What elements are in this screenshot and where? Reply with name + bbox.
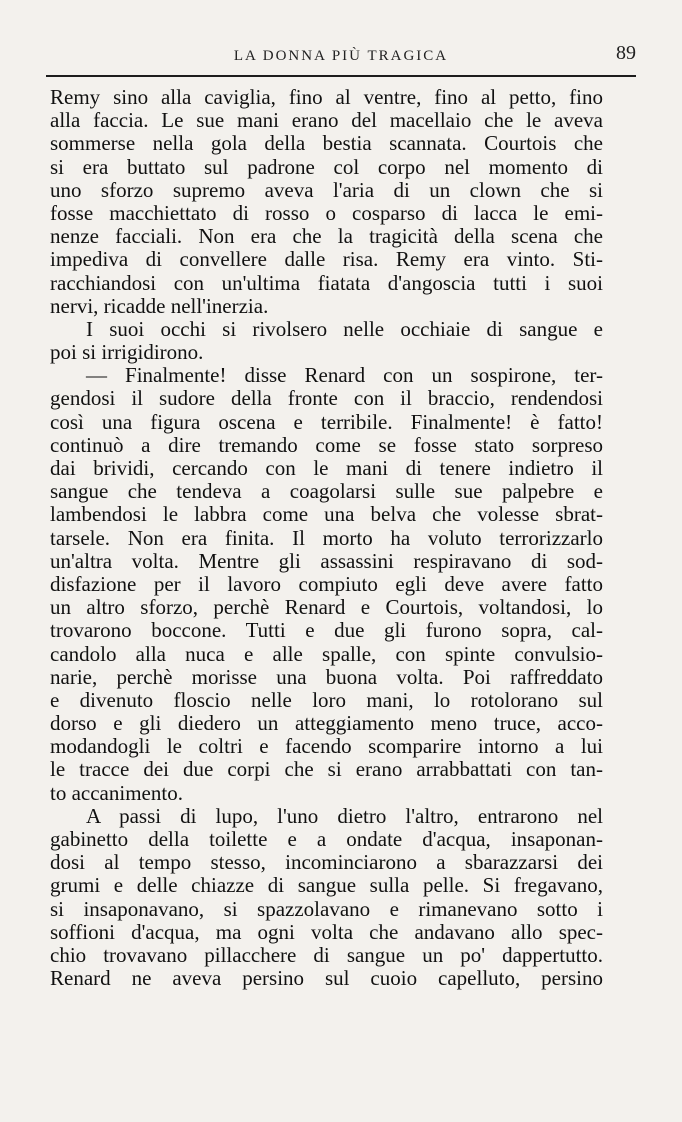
text-line: chio trovavano pillacchere di sangue un po' dappertutto.	[50, 942, 603, 967]
text-line: poi si irrigidirono.	[50, 340, 204, 365]
text-line: e divenuto floscio nelle loro mani, lo rotolorano sul	[50, 687, 603, 712]
page-number: 89	[616, 42, 636, 64]
text-line: un'altra volta. Mentre gli assassini respiravano di sod-	[50, 548, 603, 573]
body-text	[50, 86, 603, 990]
text-line: tarsele. Non era finita. Il morto ha voluto terrorizzarlo	[50, 525, 603, 550]
text-line: così una figura oscena e terribile. Finalmente! è fatto!	[50, 409, 603, 434]
header-rule	[46, 75, 636, 77]
text-line: gabinetto della toilette e a ondate d'acqua, insaponan-	[50, 827, 603, 851]
running-title: LA DONNA PIÙ TRAGICA	[233, 48, 449, 64]
text-line: lambendosi le labbra come una belva che volesse sbrat-	[50, 502, 603, 527]
text-line: modandogli le coltri e facendo scomparire intorno a lui	[50, 734, 603, 759]
text-line: Remy sino alla caviglia, fino al ventre, fino al petto, fino	[50, 85, 603, 109]
running-header	[46, 42, 636, 72]
text-line: disfazione per il lavoro compiuto egli deve avere fatto	[50, 571, 603, 596]
text-line: si insaponavano, si spazzolavano e rimanevano sotto i	[50, 896, 603, 921]
text-line: fosse macchiettato di rosso o cosparso di lacca le emi-	[50, 200, 603, 225]
text-line: candolo alla nuca e alle spalle, con spinte convulsio-	[50, 641, 603, 666]
text-line: sommerse nella gola della bestia scannata. Courtois che	[50, 131, 603, 156]
text-line: soffioni d'acqua, ma ogni volta che andavano allo spec-	[50, 919, 603, 944]
text-line: racchiandosi con un'ultima fiatata d'angoscia tutti i suoi	[50, 270, 603, 295]
text-line: un altro sforzo, perchè Renard e Courtois, voltandosi, lo	[50, 595, 603, 620]
text-line: nervi, ricadde nell'inerzia.	[50, 293, 269, 318]
text-line: continuò a dire tremando come se fosse stato sorpreso	[50, 432, 603, 457]
text-line: impediva di convellere dalle risa. Remy era vinto. Sti-	[50, 247, 603, 272]
text-line: si era buttato sul padrone col corpo nel momento di	[50, 154, 603, 179]
text-line: sangue che tendeva a coagolarsi sulle sue palpebre e	[50, 479, 603, 504]
text-line: dai brividi, cercando con le mani di tenere indietro il	[50, 456, 603, 480]
text-line: gendosi il sudore della fronte con il braccio, rendendosi	[50, 386, 603, 411]
text-line: — Finalmente! disse Renard con un sospirone, ter-	[86, 363, 603, 388]
text-line: dosi al tempo stesso, incominciarono a sbarazzarsi dei	[50, 850, 603, 875]
text-line: nenze facciali. Non era che la tragicità della scena che	[50, 224, 603, 249]
text-line: narie, perchè morisse una buona volta. Poi raffreddato	[50, 664, 603, 689]
text-line: grumi e delle chiazze di sangue sulla pelle. Si fregavano,	[50, 873, 603, 898]
text-line: trovarono boccone. Tutti e due gli furono sopra, cal-	[50, 618, 603, 643]
text-line: I suoi occhi si rivolsero nelle occhiaie di sangue e	[86, 316, 603, 341]
text-line: le tracce dei due corpi che si erano arrabbattati con tan-	[50, 757, 603, 782]
text-line: alla faccia. Le sue mani erano del macellaio che le aveva	[50, 108, 603, 133]
text-line: A passi di lupo, l'uno dietro l'altro, entrarono nel	[86, 803, 603, 828]
text-line: Renard ne aveva persino sul cuoio capelluto, persino	[50, 966, 603, 991]
text-line: to accanimento.	[50, 780, 183, 805]
text-line: uno sforzo supremo aveva l'aria di un clown che si	[50, 177, 603, 202]
text-line: dorso e gli diedero un atteggiamento meno truce, acco-	[50, 711, 603, 736]
